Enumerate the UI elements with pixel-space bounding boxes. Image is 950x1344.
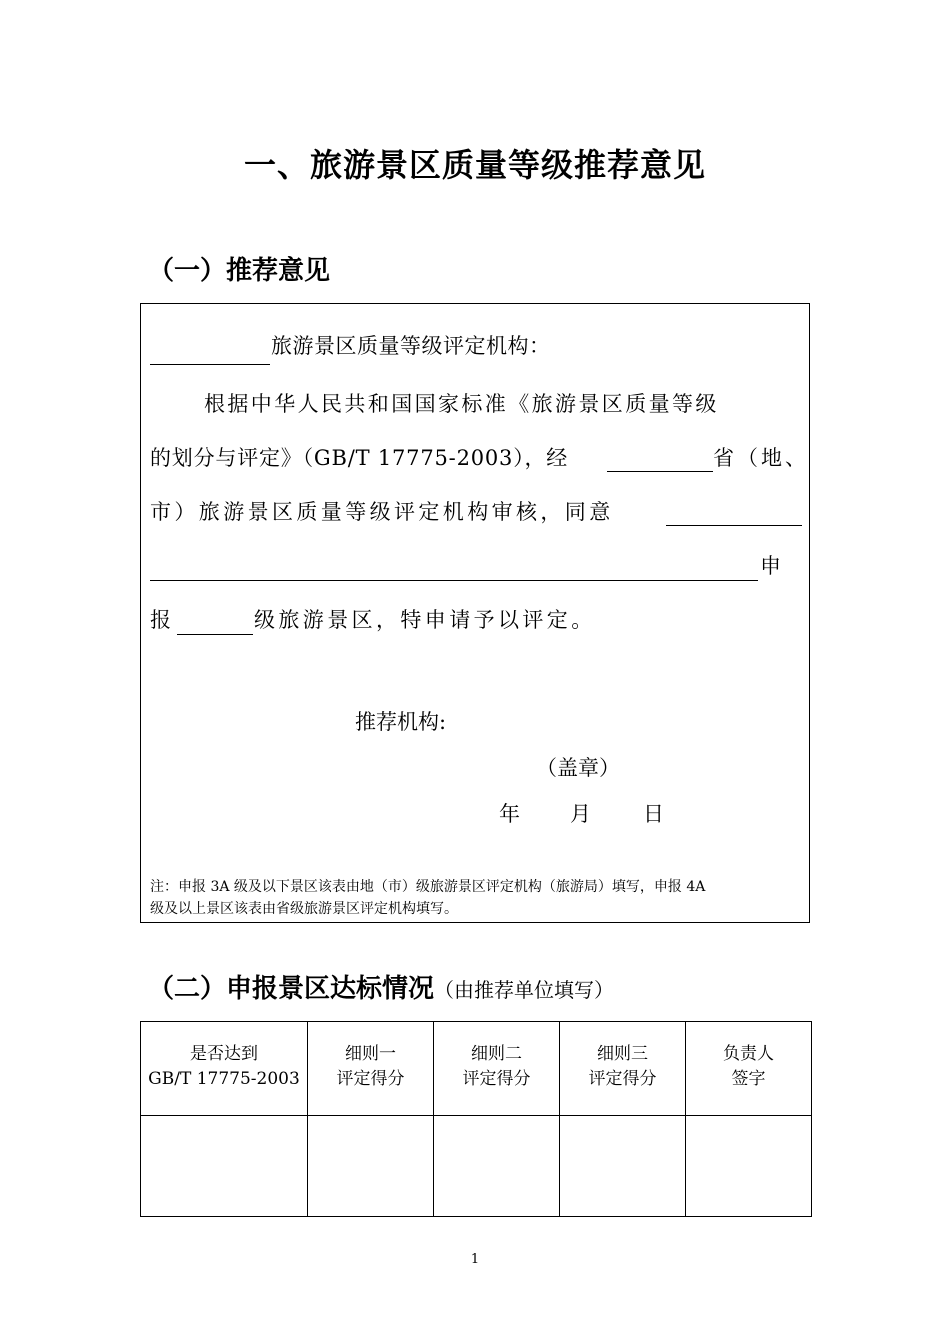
- paragraph-line-5b: 级旅游景区，特申请予以评定。: [254, 608, 596, 632]
- note-line-2: 级及以上景区该表由省级旅游景区评定机构填写。: [150, 901, 458, 917]
- grade-blank[interactable]: [177, 634, 253, 635]
- table-cell[interactable]: [560, 1116, 686, 1217]
- compliance-heading-sub: （由推荐单位填写）: [434, 978, 615, 1002]
- table-cell[interactable]: [434, 1116, 560, 1217]
- recommender-label: 推荐机构:: [355, 710, 447, 734]
- seal-label: （盖章）: [536, 756, 620, 780]
- paragraph-line-4-end: 申: [760, 554, 781, 578]
- column-header: 负责人 签字: [686, 1022, 812, 1116]
- compliance-table: [140, 1021, 812, 1217]
- compliance-heading-main: （二）申报景区达标情况: [148, 974, 435, 1004]
- date-year: 年: [499, 802, 520, 826]
- scenic-area-blank-2[interactable]: [150, 580, 758, 581]
- section-heading-recommendation: （一）推荐意见: [148, 256, 331, 286]
- recommendation-box: [140, 303, 810, 923]
- paragraph-line-1: 根据中华人民共和国国家标准《旅游景区质量等级: [204, 392, 719, 416]
- note: [150, 876, 802, 920]
- section-heading-compliance: [148, 968, 614, 1005]
- table-cell[interactable]: [141, 1116, 308, 1217]
- column-header: 细则三 评定得分: [560, 1022, 686, 1116]
- addressee-label: 旅游景区质量等级评定机构：: [271, 334, 551, 358]
- date-month: 月: [570, 802, 591, 826]
- paragraph-line-3: 市）旅游景区质量等级评定机构审核，同意: [150, 500, 614, 524]
- table-header-row: [141, 1022, 812, 1116]
- province-blank[interactable]: [607, 471, 713, 472]
- paragraph-line-2a: 的划分与评定》（GB/T 17775-2003），经: [150, 446, 569, 470]
- table-cell[interactable]: [686, 1116, 812, 1217]
- column-header: 细则一 评定得分: [308, 1022, 434, 1116]
- table-cell[interactable]: [308, 1116, 434, 1217]
- paragraph-line-5a: 报: [150, 608, 171, 632]
- page-number: 1: [470, 1252, 480, 1267]
- table-row: [141, 1116, 812, 1217]
- note-line-1: 注：申报 3A 级及以下景区该表由地（市）级旅游景区评定机构（旅游局）填写，申报 4A: [150, 879, 706, 895]
- page-title: 一、旅游景区质量等级推荐意见: [243, 146, 706, 184]
- column-header: 细则二 评定得分: [434, 1022, 560, 1116]
- scenic-area-blank-1[interactable]: [666, 525, 802, 526]
- column-header: 是否达到 GB/T 17775-2003: [141, 1022, 308, 1116]
- agency-name-blank[interactable]: [150, 364, 270, 365]
- paragraph-line-2b: 省（地、: [713, 446, 809, 470]
- date-day: 日: [643, 802, 664, 826]
